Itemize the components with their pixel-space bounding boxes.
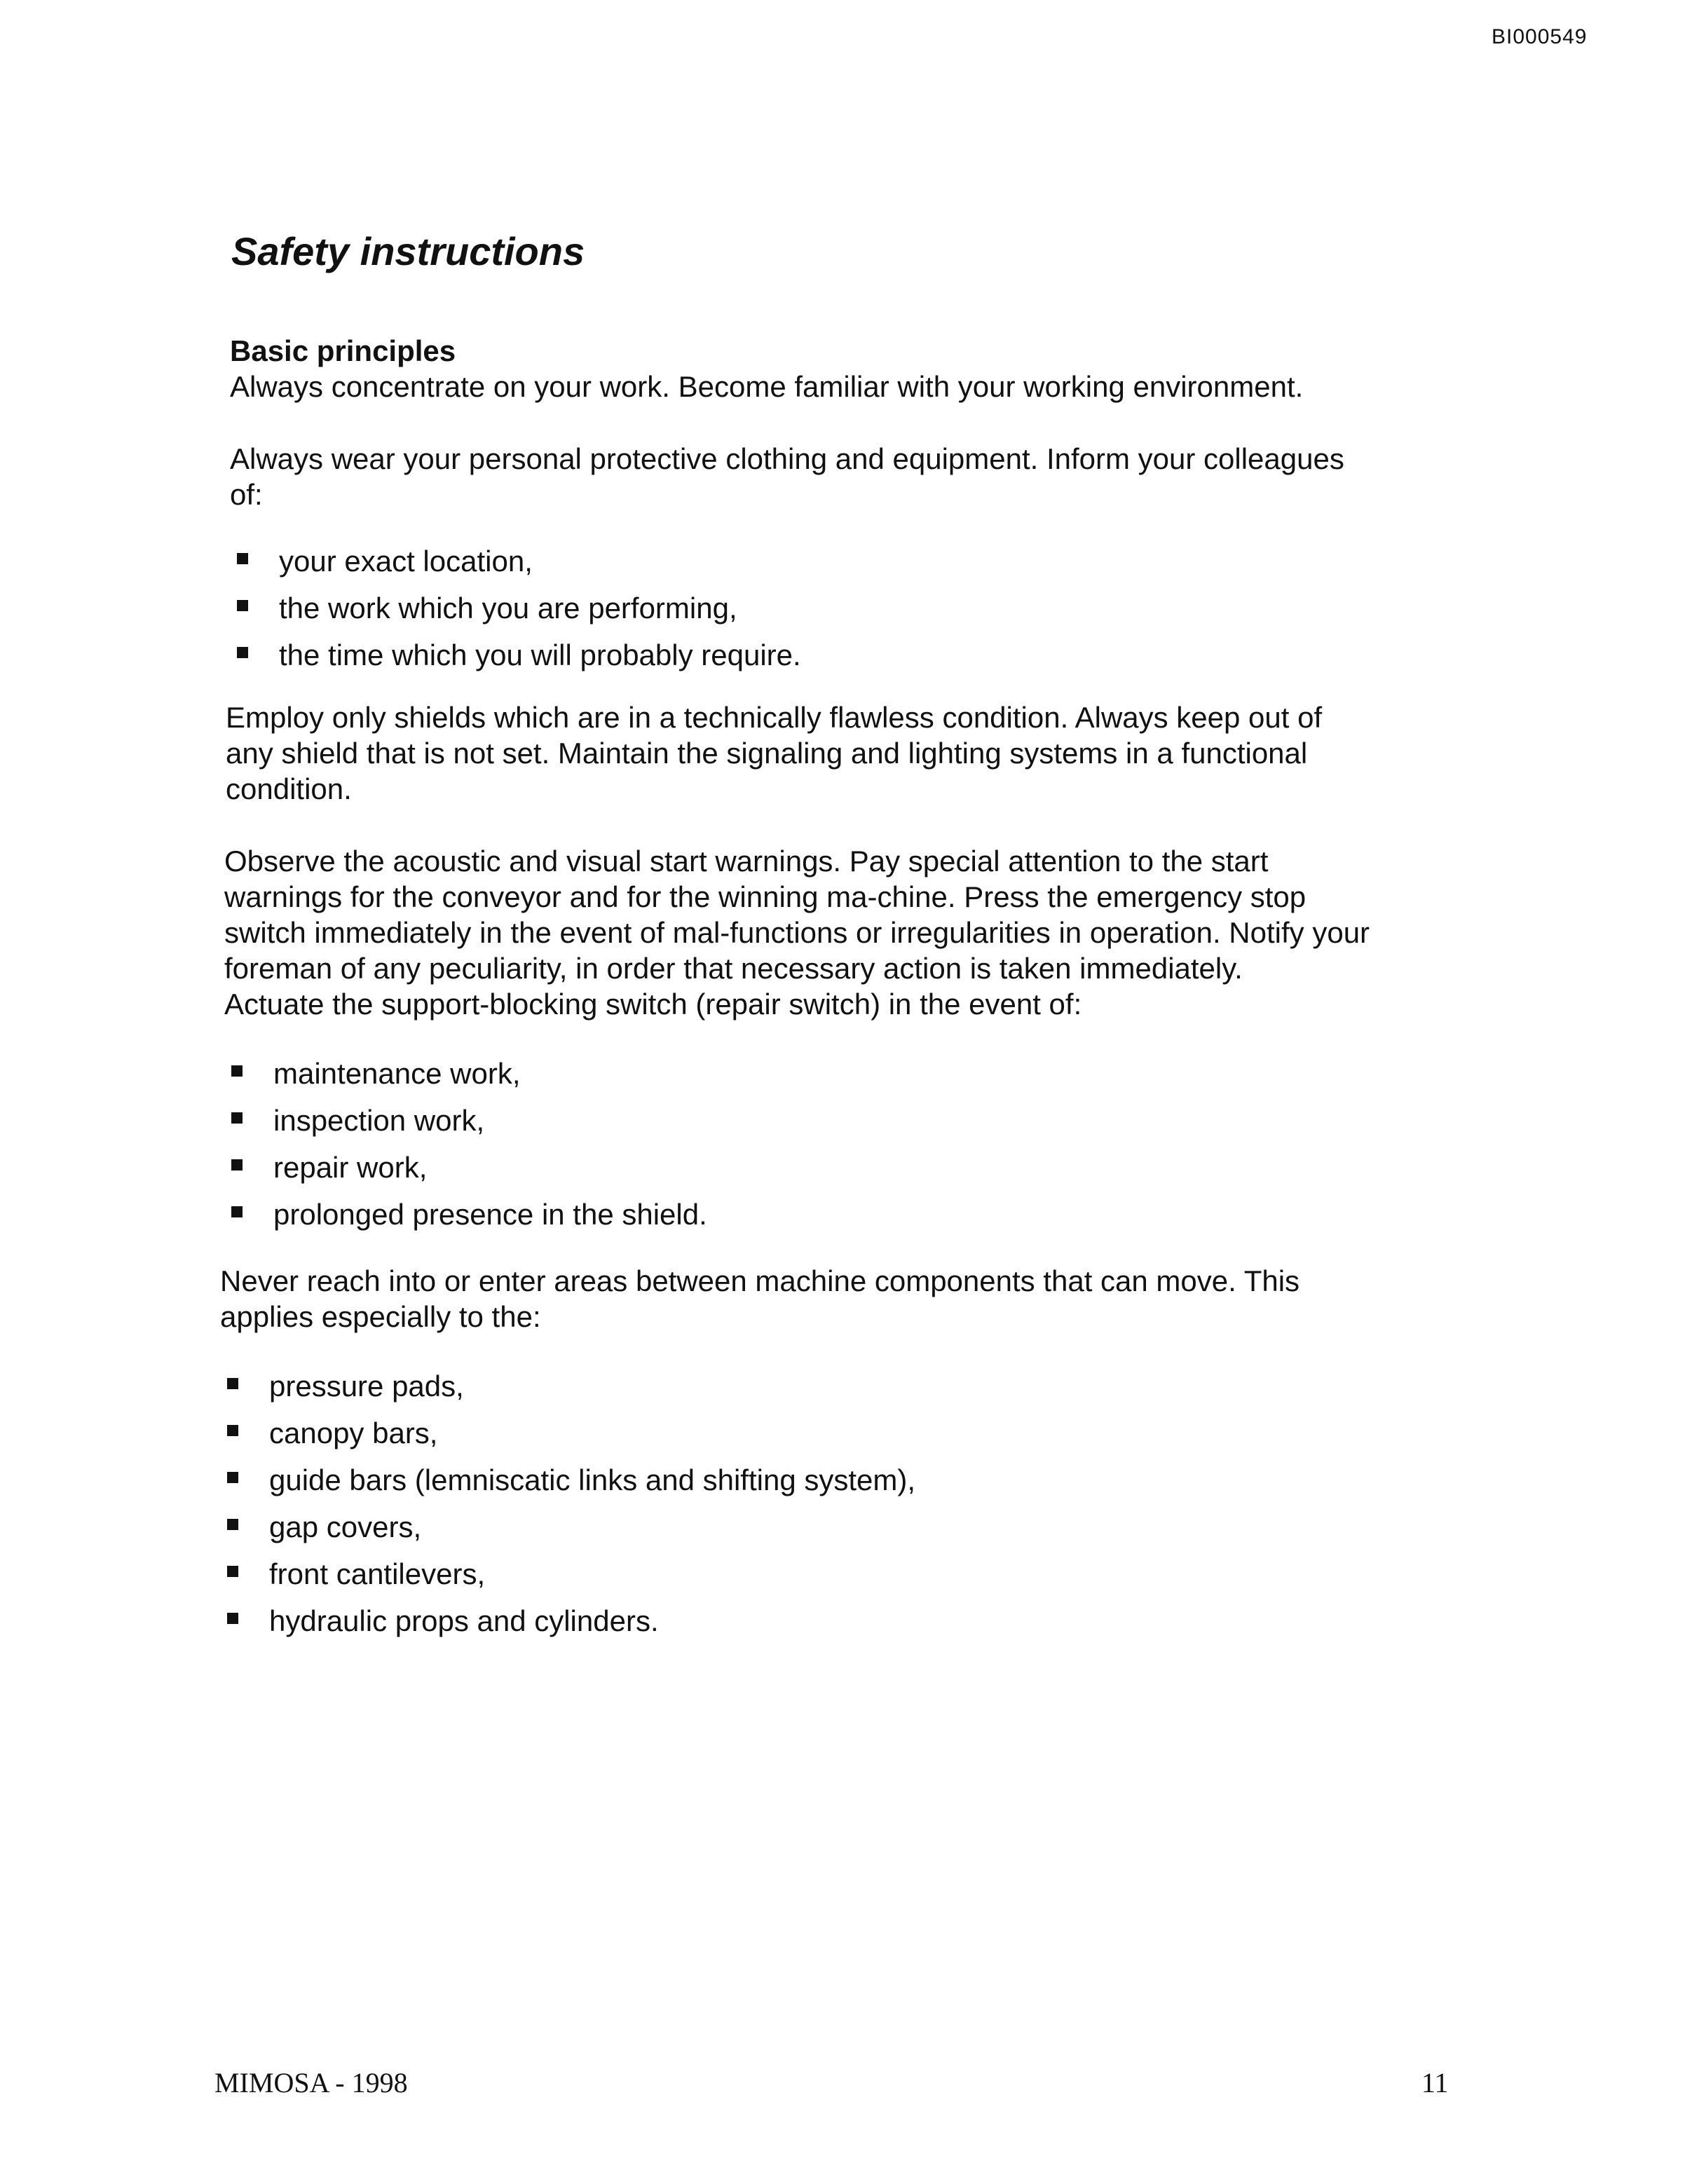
list-item-text: maintenance work,	[273, 1057, 521, 1090]
list-item-text: your exact location,	[279, 545, 533, 578]
list-item	[220, 1597, 1458, 1644]
paragraph-line: Never reach into or enter areas between machine components that can move. This	[220, 1264, 1300, 1297]
list-item-text: repair work,	[273, 1151, 428, 1184]
repair-switch-events-list	[224, 1050, 1458, 1238]
square-bullet-icon	[227, 1519, 238, 1530]
paragraph-line: Always concentrate on your work. Become familiar with your working environment.	[230, 370, 1304, 403]
square-bullet-icon	[237, 647, 248, 658]
square-bullet-icon	[227, 1613, 238, 1624]
list-item-text: inspection work,	[273, 1104, 485, 1137]
paragraph-line: condition.	[226, 772, 352, 805]
page-title: Safety instructions	[231, 229, 585, 273]
list-item	[220, 1456, 1458, 1503]
paragraph-moving-components	[220, 1263, 1458, 1335]
square-bullet-icon	[227, 1566, 238, 1577]
section-heading-basic-principles: Basic principles	[230, 334, 456, 367]
list-item-text: prolonged presence in the shield.	[273, 1198, 707, 1231]
inform-colleagues-list	[230, 538, 1458, 678]
paragraph-concentrate	[230, 369, 1458, 404]
list-item-text: pressure pads,	[269, 1370, 464, 1402]
paragraph-line: Employ only shields which are in a technically flawless condition. Always keep out of	[226, 701, 1323, 734]
paragraph-line: of:	[230, 478, 263, 511]
document-id: BI000549	[1492, 25, 1588, 48]
document-body	[220, 334, 1458, 1644]
list-item-text: front cantilevers,	[269, 1557, 486, 1590]
square-bullet-icon	[237, 600, 248, 611]
list-item	[220, 1410, 1458, 1456]
list-item-text: gap covers,	[269, 1510, 422, 1543]
list-item-text: hydraulic props and cylinders.	[269, 1604, 659, 1637]
list-item	[220, 1503, 1458, 1550]
square-bullet-icon	[237, 553, 248, 564]
paragraph-start-warnings	[224, 843, 1458, 1022]
list-item-text: the time which you will probably require.	[279, 639, 801, 671]
list-item	[224, 1050, 1458, 1097]
square-bullet-icon	[227, 1378, 238, 1389]
paragraph-line: foreman of any peculiarity, in order that necessary action is taken immediately.	[224, 952, 1243, 985]
moving-components-list	[220, 1363, 1458, 1644]
list-item	[224, 1097, 1458, 1144]
square-bullet-icon	[231, 1206, 243, 1217]
list-item-text: the work which you are performing,	[279, 592, 737, 625]
list-item	[230, 585, 1458, 632]
list-item	[230, 632, 1458, 678]
paragraph-line: Actuate the support-blocking switch (repair switch) in the event of:	[224, 988, 1082, 1021]
square-bullet-icon	[227, 1425, 238, 1436]
paragraph-line: any shield that is not set. Maintain the signaling and lighting systems in a functional	[226, 737, 1308, 770]
paragraph-line: Observe the acoustic and visual start warnings. Pay special attention to the start	[224, 845, 1269, 878]
list-item	[224, 1191, 1458, 1238]
paragraph-shields-condition	[226, 699, 1458, 807]
list-item	[220, 1550, 1458, 1597]
square-bullet-icon	[231, 1065, 243, 1077]
paragraph-protective-clothing	[230, 441, 1458, 512]
list-item-text: canopy bars,	[269, 1417, 438, 1449]
list-item-text: guide bars (lemniscatic links and shifting system),	[269, 1463, 916, 1496]
paragraph-line: applies especially to the:	[220, 1300, 541, 1333]
page-number: 11	[1421, 2067, 1449, 2098]
list-item	[230, 538, 1458, 585]
square-bullet-icon	[227, 1472, 238, 1483]
paragraph-line: Always wear your personal protective clothing and equipment. Inform your colleagues	[230, 442, 1344, 475]
list-item	[224, 1144, 1458, 1191]
list-item	[220, 1363, 1458, 1410]
square-bullet-icon	[231, 1112, 243, 1124]
paragraph-line: warnings for the conveyor and for the winning ma-chine. Press the emergency stop	[224, 880, 1307, 913]
paragraph-line: switch immediately in the event of mal-functions or irregularities in operation. Notify your	[224, 916, 1370, 949]
footer-publication: MIMOSA - 1998	[214, 2067, 408, 2098]
square-bullet-icon	[231, 1159, 243, 1171]
